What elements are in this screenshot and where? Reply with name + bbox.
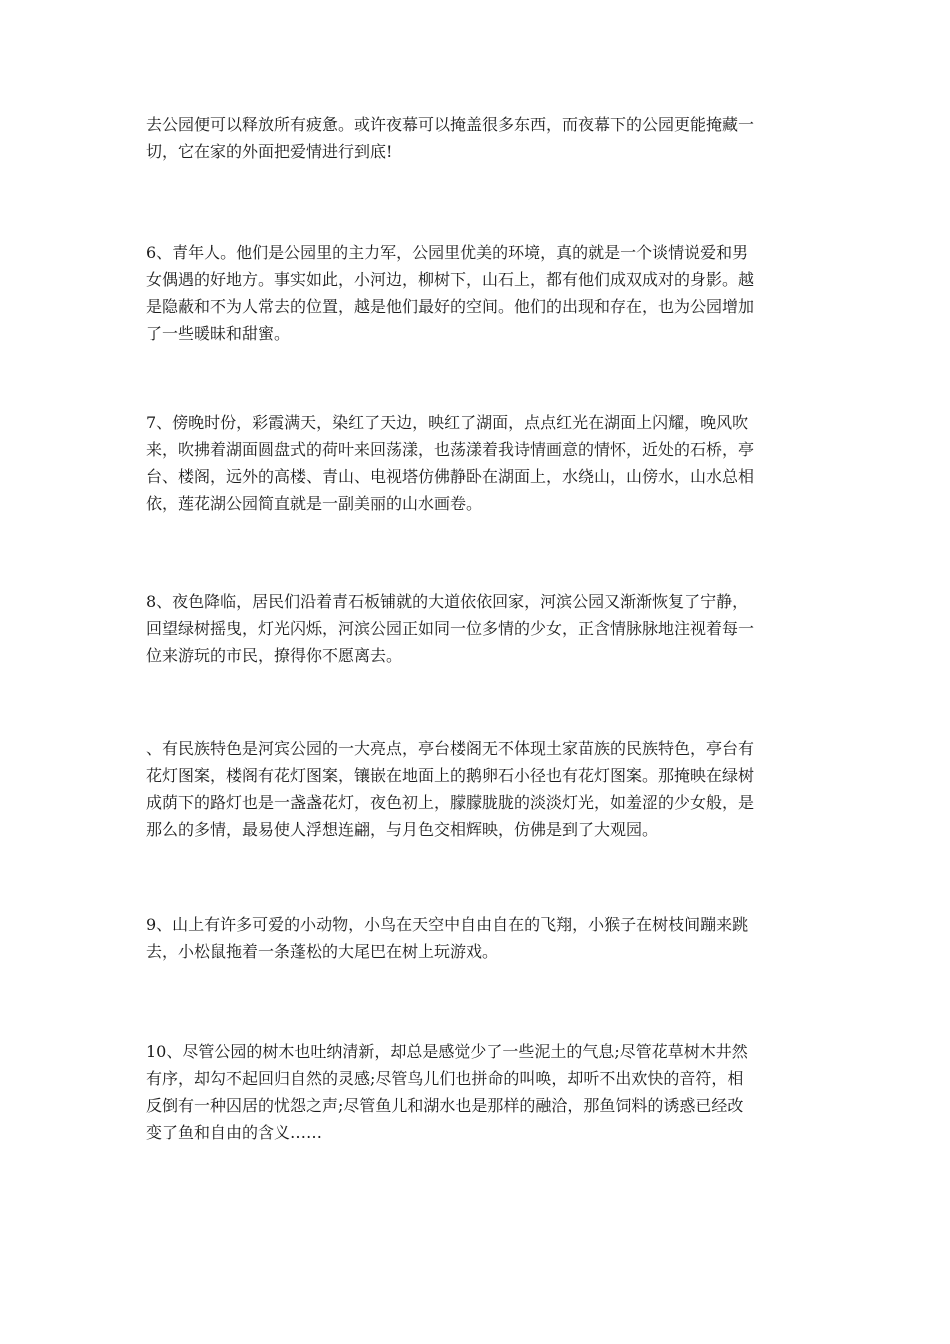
text-line: 去，小松鼠拖着一条蓬松的大尾巴在树上玩游戏。 <box>146 942 499 961</box>
text-line: 切，它在家的外面把爱情进行到底! <box>146 142 393 161</box>
text-line: 了一些暖昧和甜蜜。 <box>146 324 291 343</box>
text-line: 去公园便可以释放所有疲惫。或许夜幕可以掩盖很多东西，而夜幕下的公园更能掩藏一 <box>146 115 755 134</box>
text-line: 8、夜色降临，居民们沿着青石板铺就的大道依依回家，河滨公园又渐渐恢复了宁静， <box>146 592 749 611</box>
paragraph-7 <box>146 409 814 517</box>
text-line: 7、傍晚时份，彩霞满天，染红了天边，映红了湖面，点点红光在湖面上闪耀，晚风吹 <box>146 413 749 432</box>
text-line: 10、尽管公园的树木也吐纳清新，却总是感觉少了一些泥土的气息;尽管花草树木井然 <box>146 1042 748 1061</box>
paragraph-8 <box>146 588 814 669</box>
paragraph-10 <box>146 1038 814 1146</box>
text-line: 成荫下的路灯也是一盏盏花灯，夜色初上，朦朦胧胧的淡淡灯光，如羞涩的少女般，是 <box>146 793 755 812</box>
text-line: 女偶遇的好地方。事实如此，小河边，柳树下，山石上，都有他们成双成对的身影。越 <box>146 270 755 289</box>
text-line: 6、青年人。他们是公园里的主力军，公园里优美的环境，真的就是一个谈情说爱和男 <box>146 243 749 262</box>
text-line: 回望绿树摇曳，灯光闪烁，河滨公园正如同一位多情的少女，正含情脉脉地注视着每一 <box>146 619 755 638</box>
text-line: 、有民族特色是河宾公园的一大亮点，亭台楼阁无不体现土家苗族的民族特色，亭台有 <box>146 739 755 758</box>
text-line: 花灯图案，楼阁有花灯图案，镶嵌在地面上的鹅卵石小径也有花灯图案。那掩映在绿树 <box>146 766 755 785</box>
text-line: 变了鱼和自由的含义…… <box>146 1123 323 1142</box>
paragraph-6 <box>146 239 814 347</box>
text-line: 那么的多情，最易使人浮想连翩，与月色交相辉映，仿佛是到了大观园。 <box>146 820 659 839</box>
text-line: 9、山上有许多可爱的小动物，小鸟在天空中自由自在的飞翔，小猴子在树枝间蹦来跳 <box>146 915 749 934</box>
text-line: 反倒有一种囚居的忧怨之声;尽管鱼儿和湖水也是那样的融洽，那鱼饲料的诱惑已经改 <box>146 1096 744 1115</box>
text-line: 有序，却勾不起回归自然的灵感;尽管鸟儿们也拼命的叫唤，却听不出欢快的音符，相 <box>146 1069 744 1088</box>
paragraph-ethnic-features <box>146 735 814 843</box>
text-line: 来，吹拂着湖面圆盘式的荷叶来回荡漾，也荡漾着我诗情画意的情怀，近处的石桥，亭 <box>146 440 755 459</box>
paragraph-intro <box>146 111 814 165</box>
text-line: 台、楼阁，远外的高楼、青山、电视塔仿佛静卧在湖面上，水绕山，山傍水，山水总相 <box>146 467 755 486</box>
text-line: 依，莲花湖公园简直就是一副美丽的山水画卷。 <box>146 494 483 513</box>
text-line: 位来游玩的市民，撩得你不愿离去。 <box>146 646 403 665</box>
paragraph-9 <box>146 911 814 965</box>
text-line: 是隐蔽和不为人常去的位置，越是他们最好的空间。他们的出现和存在，也为公园增加 <box>146 297 755 316</box>
